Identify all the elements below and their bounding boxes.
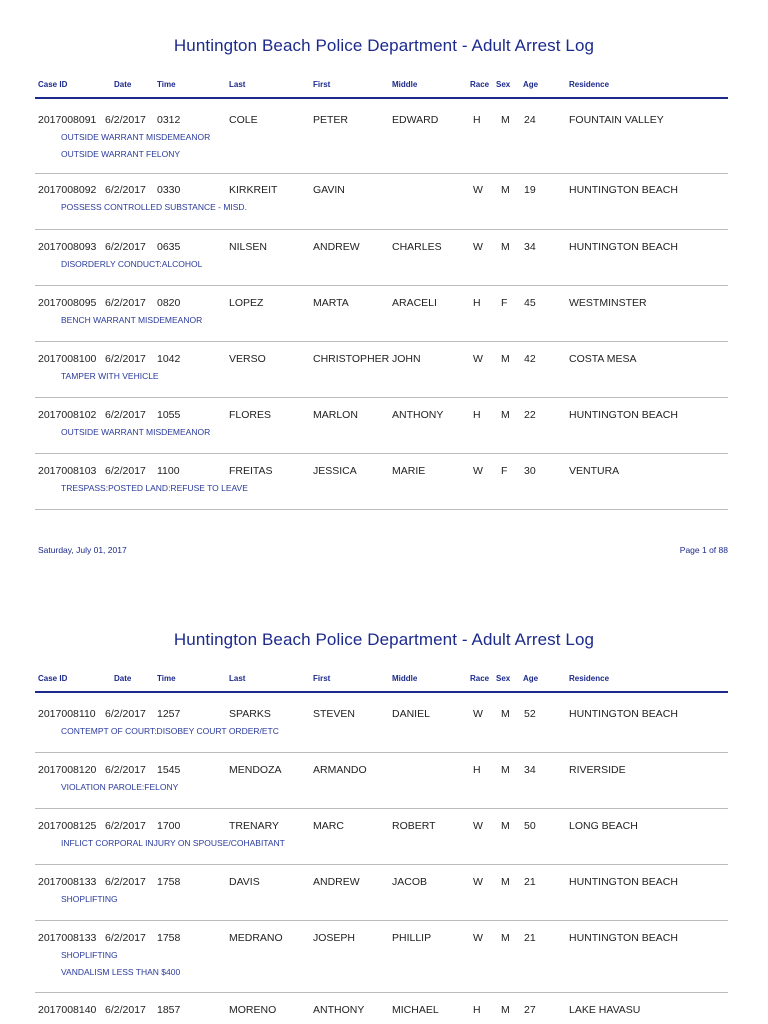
race: H — [473, 764, 481, 776]
residence: LONG BEACH — [569, 820, 638, 832]
race: H — [473, 114, 481, 126]
header-age: Age — [523, 80, 539, 89]
sex: F — [501, 465, 508, 477]
arrest-date: 6/2/2017 — [105, 409, 146, 421]
header-race: Race — [470, 80, 490, 89]
header-residence: Residence — [569, 80, 610, 89]
sex: M — [501, 241, 510, 253]
first-name: STEVEN — [313, 708, 356, 720]
arrest-date: 6/2/2017 — [105, 353, 146, 365]
first-name: CHRISTOPHER — [313, 353, 390, 365]
last-name: TRENARY — [229, 820, 279, 832]
charge-description: BENCH WARRANT MISDEMEANOR — [61, 315, 203, 325]
header-first: First — [313, 674, 331, 683]
first-name: MARLON — [313, 409, 358, 421]
charge-description: TAMPER WITH VEHICLE — [61, 371, 159, 381]
charge-description: VANDALISM LESS THAN $400 — [61, 967, 181, 977]
last-name: SPARKS — [229, 708, 271, 720]
sex: M — [501, 1004, 510, 1016]
arrest-record — [35, 409, 728, 454]
arrest-time: 1042 — [157, 353, 181, 365]
race: W — [473, 184, 483, 196]
race: W — [473, 932, 483, 944]
header-date: Date — [114, 674, 132, 683]
last-name: KIRKREIT — [229, 184, 278, 196]
residence: LAKE HAVASU — [569, 1004, 641, 1016]
sex: M — [501, 876, 510, 888]
last-name: NILSEN — [229, 241, 267, 253]
footer-page-number: Page 1 of 88 — [679, 545, 728, 555]
residence: FOUNTAIN VALLEY — [569, 114, 664, 126]
arrest-record — [35, 764, 728, 809]
first-name: JOSEPH — [313, 932, 356, 944]
age: 42 — [524, 353, 536, 365]
arrest-date: 6/2/2017 — [105, 184, 146, 196]
sex: M — [501, 353, 510, 365]
arrest-date: 6/2/2017 — [105, 876, 146, 888]
arrest-date: 6/2/2017 — [105, 820, 146, 832]
sex: F — [501, 297, 508, 309]
middle-name: PHILLIP — [392, 932, 432, 944]
first-name: ANDREW — [313, 876, 360, 888]
sex: M — [501, 932, 510, 944]
header-sex: Sex — [496, 80, 511, 89]
arrest-date: 6/2/2017 — [105, 1004, 146, 1016]
header-race: Race — [470, 674, 490, 683]
middle-name: MICHAEL — [392, 1004, 439, 1016]
residence: HUNTINGTON BEACH — [569, 241, 678, 253]
residence: HUNTINGTON BEACH — [569, 708, 678, 720]
first-name: ANTHONY — [313, 1004, 365, 1016]
charge-description: OUTSIDE WARRANT MISDEMEANOR — [61, 132, 211, 142]
charge-description: VIOLATION PAROLE:FELONY — [61, 782, 179, 792]
middle-name: MARIE — [392, 465, 426, 477]
arrest-record — [35, 297, 728, 342]
last-name: MENDOZA — [229, 764, 282, 776]
header-last: Last — [229, 674, 246, 683]
header-time: Time — [157, 80, 176, 89]
header-case-id: Case ID — [38, 80, 68, 89]
arrest-time: 1758 — [157, 876, 181, 888]
case-id: 2017008110 — [38, 708, 96, 720]
first-name: MARC — [313, 820, 344, 832]
page-title: Huntington Beach Police Department - Adult Arrest Log — [173, 36, 595, 55]
charge-description: OUTSIDE WARRANT MISDEMEANOR — [61, 427, 211, 437]
header-sex: Sex — [496, 674, 511, 683]
arrest-time: 1758 — [157, 932, 181, 944]
residence: HUNTINGTON BEACH — [569, 876, 678, 888]
arrest-time: 1100 — [157, 465, 180, 477]
arrest-date: 6/2/2017 — [105, 297, 146, 309]
middle-name: ANTHONY — [392, 409, 444, 421]
arrest-date: 6/2/2017 — [105, 114, 146, 126]
case-id: 2017008133 — [38, 876, 97, 888]
residence: WESTMINSTER — [569, 297, 647, 309]
case-id: 2017008093 — [38, 241, 97, 253]
case-id: 2017008102 — [38, 409, 97, 421]
header-case-id: Case ID — [38, 674, 68, 683]
charge-description: CONTEMPT OF COURT:DISOBEY COURT ORDER/ETC — [61, 726, 279, 736]
first-name: MARTA — [313, 297, 349, 309]
first-name: PETER — [313, 114, 349, 126]
case-id: 2017008103 — [38, 465, 97, 477]
header-date: Date — [114, 80, 132, 89]
race: H — [473, 1004, 481, 1016]
page-title: Huntington Beach Police Department - Adult Arrest Log — [173, 630, 595, 649]
first-name: ARMANDO — [313, 764, 367, 776]
middle-name: ARACELI — [392, 297, 437, 309]
arrest-record — [35, 241, 728, 286]
first-name: GAVIN — [313, 184, 345, 196]
arrest-record — [35, 820, 728, 865]
case-id: 2017008133 — [38, 932, 97, 944]
arrest-record — [35, 1004, 728, 1024]
middle-name: EDWARD — [392, 114, 439, 126]
column-header-row — [35, 671, 728, 693]
middle-name: JOHN — [392, 353, 421, 365]
header-first: First — [313, 80, 331, 89]
last-name: DAVIS — [229, 876, 260, 888]
race: H — [473, 409, 481, 421]
arrest-date: 6/2/2017 — [105, 241, 146, 253]
charge-description: POSSESS CONTROLLED SUBSTANCE - MISD. — [61, 202, 247, 212]
header-age: Age — [523, 674, 539, 683]
arrest-time: 0312 — [157, 114, 181, 126]
arrest-record — [35, 708, 728, 753]
residence: HUNTINGTON BEACH — [569, 932, 678, 944]
first-name: JESSICA — [313, 465, 357, 477]
header-residence: Residence — [569, 674, 610, 683]
charge-description: TRESPASS:POSTED LAND:REFUSE TO LEAVE — [61, 483, 248, 493]
middle-name: CHARLES — [392, 241, 442, 253]
header-middle: Middle — [392, 674, 418, 683]
sex: M — [501, 184, 510, 196]
residence: VENTURA — [569, 465, 620, 477]
middle-name: DANIEL — [392, 708, 430, 720]
case-id: 2017008140 — [38, 1004, 97, 1016]
race: W — [473, 708, 483, 720]
arrest-time: 0330 — [157, 184, 181, 196]
race: W — [473, 876, 483, 888]
middle-name: ROBERT — [392, 820, 436, 832]
arrest-time: 1857 — [157, 1004, 181, 1016]
arrest-time: 1055 — [157, 409, 181, 421]
middle-name: JACOB — [392, 876, 428, 888]
column-header-row — [35, 77, 728, 99]
last-name: FREITAS — [229, 465, 273, 477]
age: 24 — [524, 114, 536, 126]
arrest-time: 0820 — [157, 297, 181, 309]
first-name: ANDREW — [313, 241, 360, 253]
last-name: COLE — [229, 114, 258, 126]
age: 50 — [524, 820, 536, 832]
charge-description: INFLICT CORPORAL INJURY ON SPOUSE/COHABITANT — [61, 838, 285, 848]
sex: M — [501, 114, 510, 126]
arrest-time: 0635 — [157, 241, 181, 253]
residence: RIVERSIDE — [569, 764, 626, 776]
arrest-date: 6/2/2017 — [105, 708, 146, 720]
arrest-record — [35, 353, 728, 398]
age: 21 — [524, 932, 536, 944]
arrest-date: 6/2/2017 — [105, 465, 146, 477]
header-last: Last — [229, 80, 246, 89]
arrest-time: 1257 — [157, 708, 181, 720]
arrest-time: 1545 — [157, 764, 181, 776]
race: W — [473, 465, 483, 477]
age: 27 — [524, 1004, 536, 1016]
arrest-record — [35, 876, 728, 921]
residence: HUNTINGTON BEACH — [569, 409, 678, 421]
race: W — [473, 820, 483, 832]
last-name: LOPEZ — [229, 297, 264, 309]
age: 34 — [524, 764, 536, 776]
charge-description: DISORDERLY CONDUCT:ALCOHOL — [61, 259, 203, 269]
age: 34 — [524, 241, 536, 253]
age: 21 — [524, 876, 536, 888]
last-name: FLORES — [229, 409, 272, 421]
case-id: 2017008091 — [38, 114, 97, 126]
age: 22 — [524, 409, 536, 421]
sex: M — [501, 409, 510, 421]
age: 45 — [524, 297, 536, 309]
header-time: Time — [157, 674, 176, 683]
sex: M — [501, 820, 510, 832]
race: H — [473, 297, 481, 309]
arrest-record — [35, 932, 728, 993]
arrest-record — [35, 114, 728, 174]
sex: M — [501, 708, 510, 720]
charge-description: SHOPLIFTING — [61, 950, 118, 960]
case-id: 2017008092 — [38, 184, 97, 196]
age: 52 — [524, 708, 536, 720]
charge-description: OUTSIDE WARRANT FELONY — [61, 149, 181, 159]
case-id: 2017008100 — [38, 353, 97, 365]
arrest-date: 6/2/2017 — [105, 932, 146, 944]
arrest-date: 6/2/2017 — [105, 764, 146, 776]
age: 19 — [524, 184, 536, 196]
race: W — [473, 241, 483, 253]
race: W — [473, 353, 483, 365]
last-name: MORENO — [229, 1004, 277, 1016]
header-middle: Middle — [392, 80, 418, 89]
arrest-time: 1700 — [157, 820, 181, 832]
residence: COSTA MESA — [569, 353, 637, 365]
charge-description: SHOPLIFTING — [61, 894, 118, 904]
case-id: 2017008095 — [38, 297, 97, 309]
case-id: 2017008125 — [38, 820, 97, 832]
arrest-record — [35, 184, 728, 230]
footer-date: Saturday, July 01, 2017 — [38, 545, 127, 555]
last-name: MEDRANO — [229, 932, 283, 944]
residence: HUNTINGTON BEACH — [569, 184, 678, 196]
last-name: VERSO — [229, 353, 266, 365]
arrest-record — [35, 465, 728, 510]
sex: M — [501, 764, 510, 776]
age: 30 — [524, 465, 536, 477]
case-id: 2017008120 — [38, 764, 97, 776]
